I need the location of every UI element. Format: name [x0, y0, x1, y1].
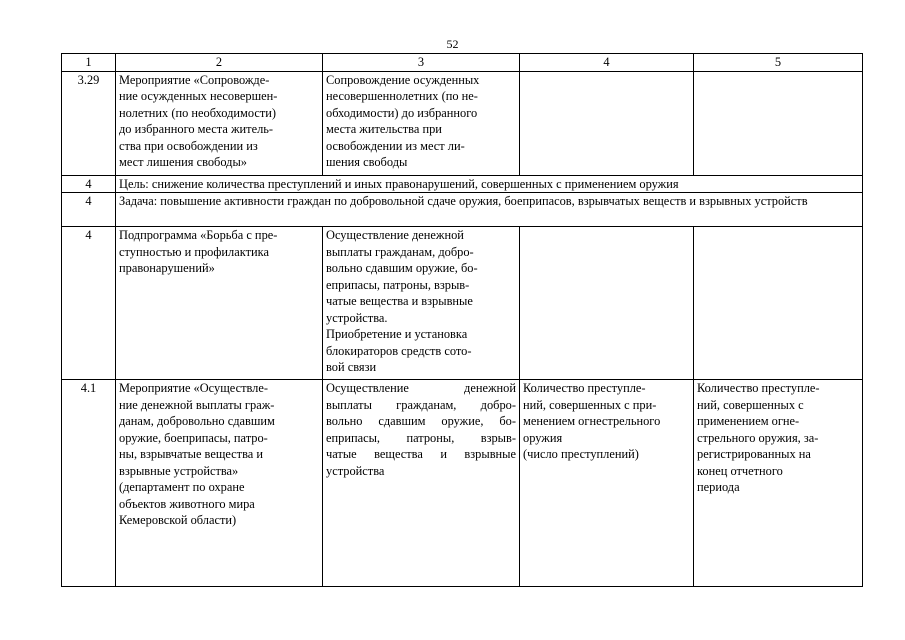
text-line: Мероприятие «Осуществле- — [119, 381, 268, 395]
text-line: Осуществление денежной — [326, 228, 464, 242]
text-line: обходимости) до избранного — [326, 105, 478, 120]
text-line: Кемеровской области) — [119, 513, 237, 527]
text-line: данам, добровольно сдавшим — [119, 414, 275, 428]
indicator-cell — [520, 71, 694, 175]
table-row-4-1 — [62, 380, 863, 587]
text-line: вольно сдавшим оружие, бо- — [326, 261, 478, 275]
page-number: 52 — [446, 37, 459, 51]
indicator-method-cell — [694, 380, 863, 587]
text-line: Сопровождение осужденных — [326, 72, 480, 87]
indicator-cell — [520, 227, 694, 380]
text-line: ний, совершенных с при- — [523, 397, 657, 412]
measure-description-cell — [323, 71, 520, 175]
column-header-3: 3 — [323, 54, 520, 72]
text-line: блокираторов средств сото- — [326, 343, 472, 358]
text-line: еприпасы, патроны, взрыв- — [326, 277, 470, 292]
text-line: применением огне- — [697, 414, 800, 428]
table-row-task — [62, 193, 863, 227]
row-number: 4 — [62, 175, 116, 193]
task-text: Задача: повышение активности граждан по добровольной сдаче оружия, боеприпасов, взрывчатых веществ и взрывных устройств — [116, 193, 863, 227]
text-line: выплаты гражданам, добро- — [326, 244, 474, 259]
measures-table — [61, 53, 863, 587]
text-line: чатые вещества и взрывные — [326, 447, 516, 461]
indicator-method-cell — [694, 71, 863, 175]
text-line: правонарушений» — [119, 261, 215, 275]
text-line: устройства — [326, 463, 385, 478]
row-number: 3.29 — [62, 71, 116, 175]
text-line: Мероприятие «Сопровожде- — [119, 72, 270, 87]
table-row-3-29 — [62, 71, 863, 175]
measure-description-cell — [323, 227, 520, 380]
text-line: Количество преступле- — [697, 381, 820, 395]
text-line: конец отчетного — [697, 463, 783, 478]
goal-text: Цель: снижение количества преступлений и иных правонарушений, совершенных с применением оружия — [116, 175, 863, 193]
text-line: Подпрограмма «Борьба с пре- — [119, 228, 278, 242]
text-line: объектов животного мира — [119, 496, 255, 511]
row-number: 4 — [62, 193, 116, 227]
text-line: нолетних (по необходимости) — [119, 105, 277, 120]
text-line: чатые вещества и взрывные — [326, 294, 473, 308]
text-line: еприпасы, патроны, взрыв- — [326, 430, 516, 445]
text-line: периода — [697, 480, 740, 494]
text-line: (число преступлений) — [523, 447, 639, 461]
row-number: 4 — [62, 227, 116, 380]
column-header-2: 2 — [116, 54, 323, 72]
measure-name-cell — [116, 380, 323, 587]
text-line: вольно сдавшим оружие, бо- — [326, 414, 516, 428]
text-line: регистрированных на — [697, 447, 811, 461]
text-line: устройства. — [326, 310, 388, 325]
text-line: (департамент по охране — [119, 480, 245, 494]
text-line: стрельного оружия, за- — [697, 430, 819, 445]
indicator-cell — [520, 380, 694, 587]
text-line: несовершеннолетних (по не- — [326, 89, 478, 103]
text-line: оружие, боеприпасы, патро- — [119, 430, 268, 445]
text-line: ний, совершенных с — [697, 397, 804, 412]
text-line: мест лишения свободы» — [119, 155, 248, 169]
text-line: Приобретение и установка — [326, 327, 468, 341]
table-header-row — [62, 54, 863, 72]
text-line: ние денежной выплаты граж- — [119, 397, 275, 412]
text-line: Осуществление денежной — [326, 381, 516, 395]
text-line: шения свободы — [326, 155, 408, 169]
text-line: взрывные устройства» — [119, 463, 239, 478]
table-row-goal — [62, 175, 863, 193]
text-line: места жительства при — [326, 122, 442, 136]
measure-name-cell — [116, 227, 323, 380]
indicator-method-cell — [694, 227, 863, 380]
measure-name-cell — [116, 71, 323, 175]
text-line: менением огнестрельного — [523, 414, 661, 428]
text-line: освобождении из мест ли- — [326, 138, 465, 153]
text-line: до избранного места житель- — [119, 122, 274, 136]
column-header-5: 5 — [694, 54, 863, 72]
text-line: Количество преступле- — [523, 381, 646, 395]
text-line: ступностью и профилактика — [119, 244, 269, 259]
text-line: выплаты гражданам, добро- — [326, 397, 516, 412]
text-line: ние осужденных несовершен- — [119, 89, 278, 103]
column-header-1: 1 — [62, 54, 116, 72]
text-line: ны, взрывчатые вещества и — [119, 447, 263, 461]
measure-description-cell — [323, 380, 520, 587]
text-line: оружия — [523, 430, 563, 445]
column-header-4: 4 — [520, 54, 694, 72]
text-line: вой связи — [326, 360, 377, 374]
text-line: ства при освобождении из — [119, 138, 258, 153]
table-row-subprogram — [62, 227, 863, 380]
row-number: 4.1 — [62, 380, 116, 587]
